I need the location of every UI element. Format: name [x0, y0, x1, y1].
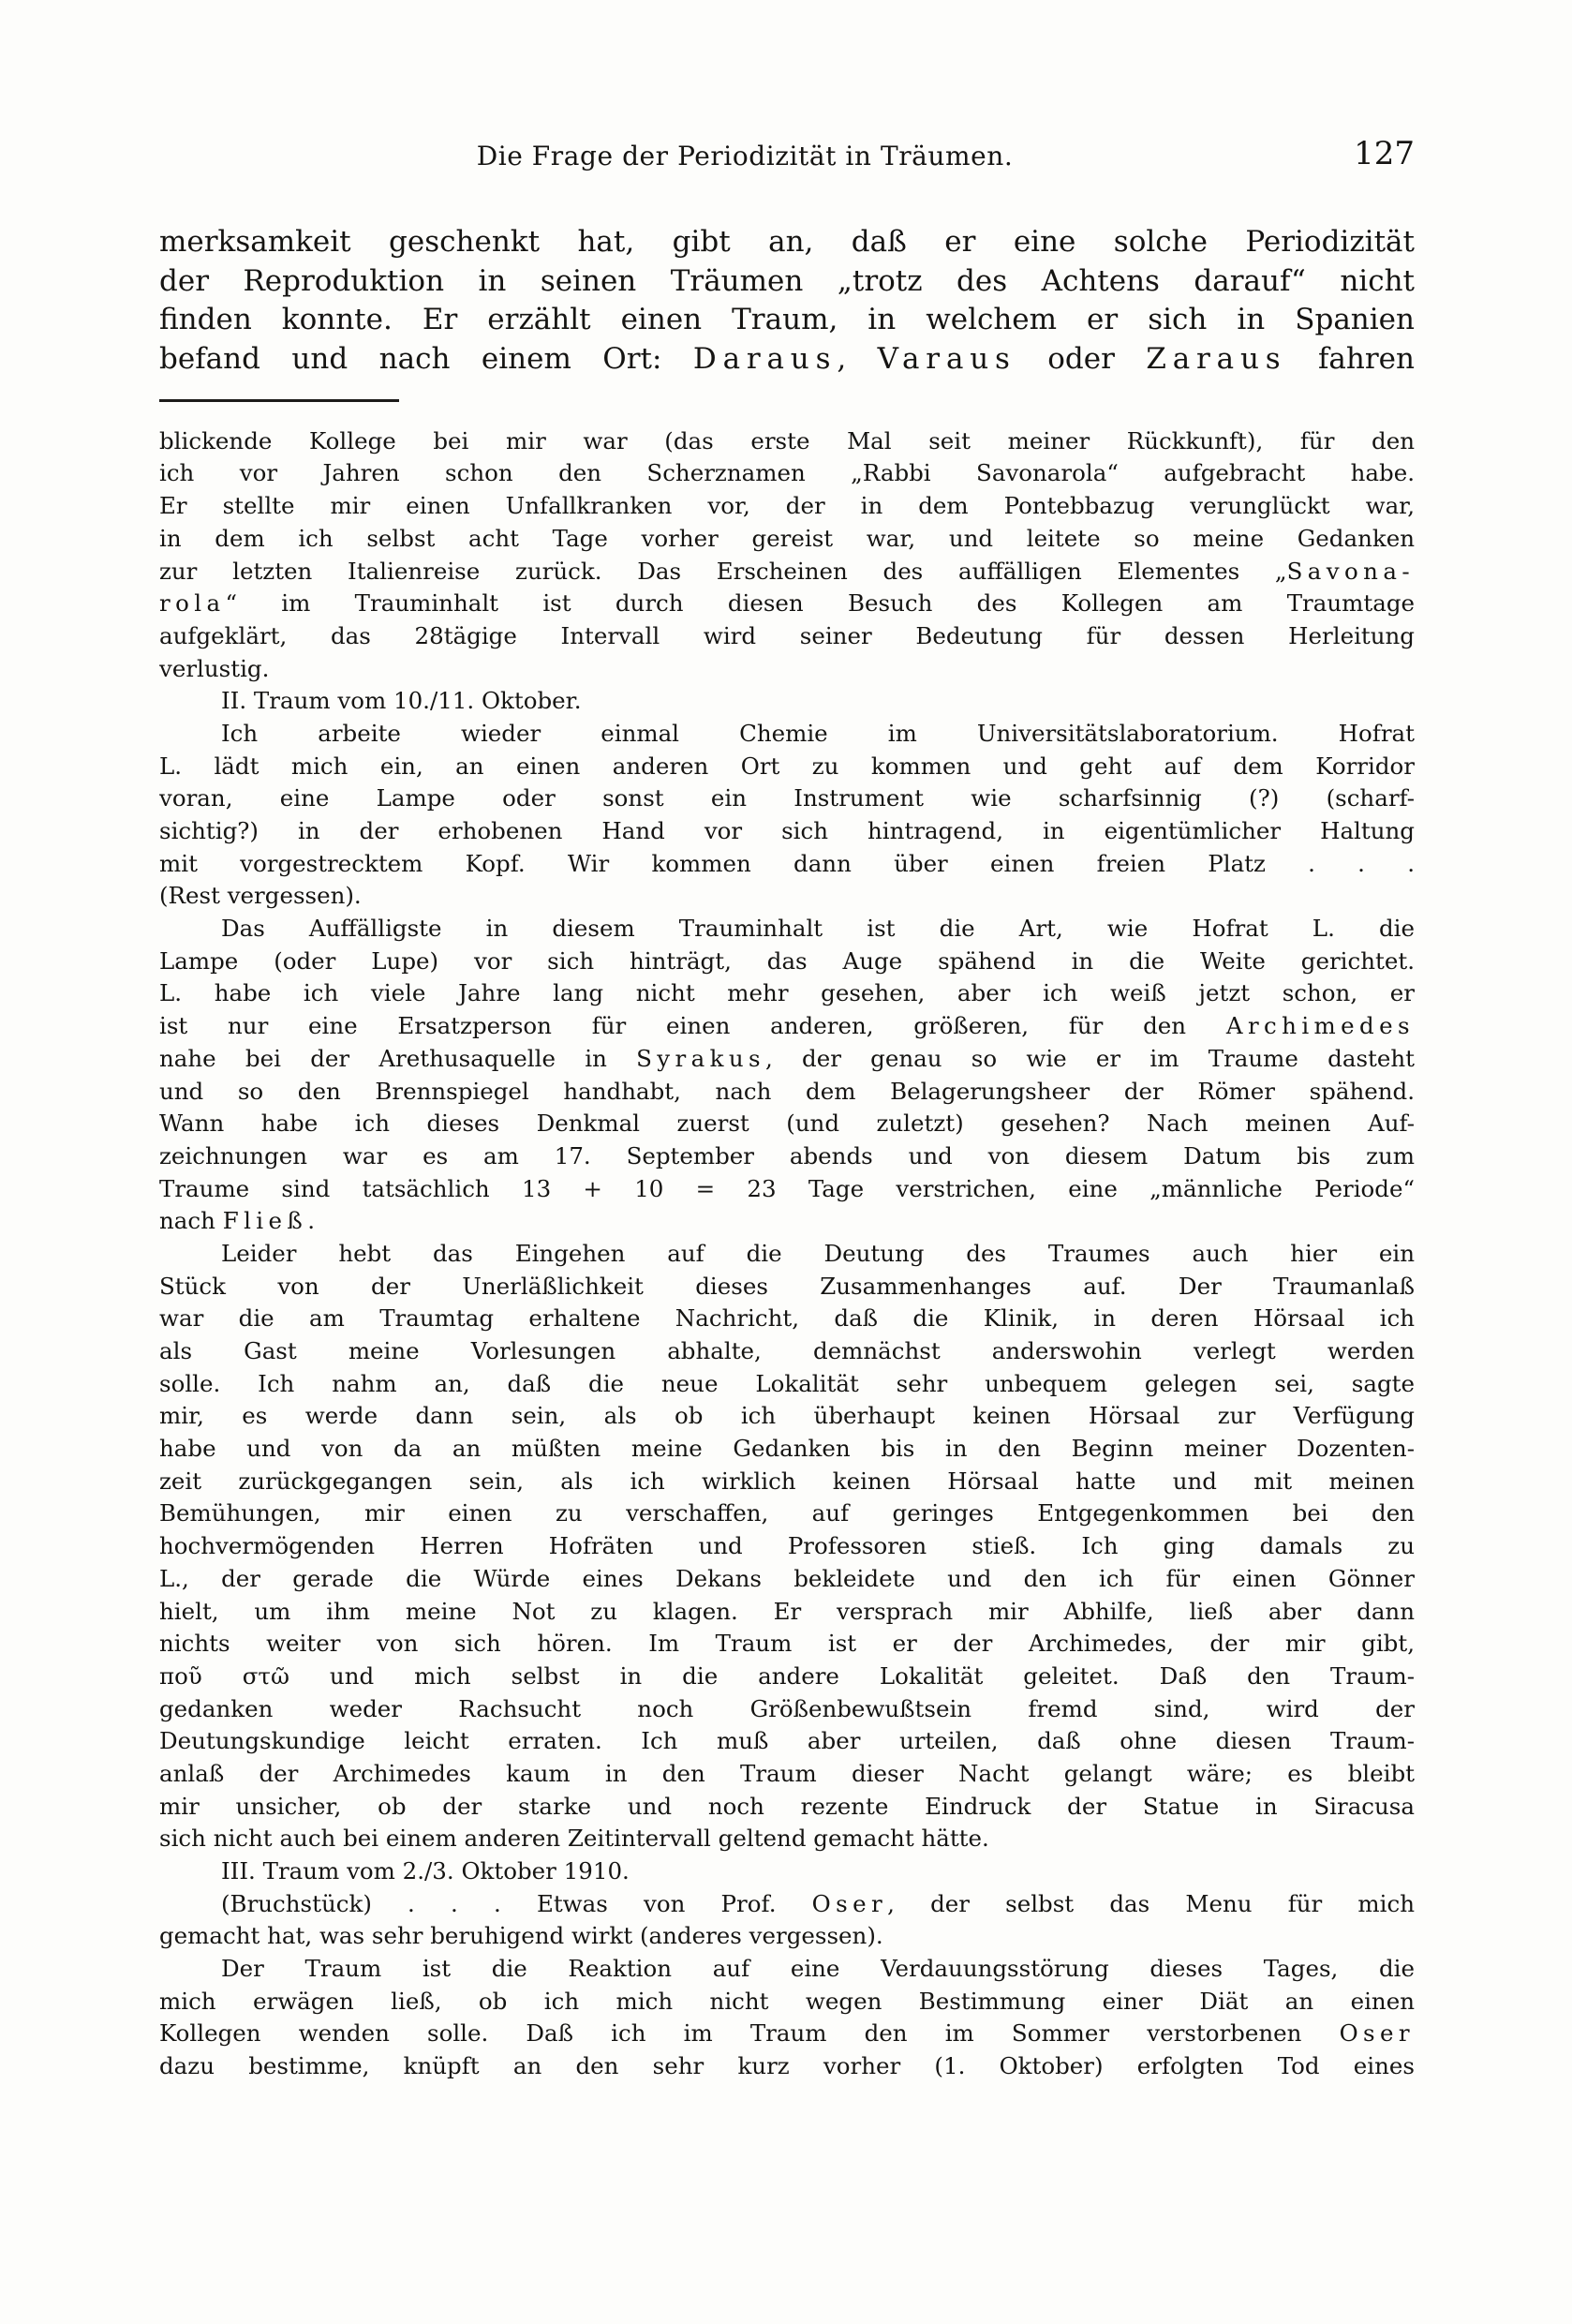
text-segment: sich nicht auch bei einem anderen Zeitintervall geltend gemacht hätte. — [159, 1825, 989, 1853]
text-segment: der Reproduktion in seinen Träumen „trotz des Achtens darauf“ nicht — [159, 263, 1415, 298]
text-line — [159, 1791, 1415, 1824]
text-line — [159, 718, 1415, 751]
page-header — [159, 135, 1415, 184]
text-segment: gedanken weder Rachsucht noch Größenbewußtsein fremd sind, wird der — [159, 1694, 1415, 1722]
text-line — [159, 1596, 1415, 1629]
text-segment: und so den Brennspiegel handhabt, nach dem Belagerungsheer der Römer spähend. — [159, 1077, 1415, 1105]
text-segment: Ich arbeite wieder einmal Chemie im Universitätslaboratorium. Hofrat — [221, 719, 1415, 747]
letterspaced-text: Savona- — [1286, 557, 1415, 585]
text-segment: Er stellte mir einen Unfallkranken vor, der in dem Pontebbazug verunglückt war, — [159, 492, 1415, 520]
text-segment: III. Traum vom 2./3. Oktober 1910. — [221, 1857, 630, 1885]
text-line — [159, 425, 1415, 458]
text-segment: ποῦ στῶ und mich selbst in die andere Lokalität geleitet. Daß den Traum- — [159, 1661, 1415, 1690]
text-line — [159, 1433, 1415, 1466]
text-line — [159, 2050, 1415, 2083]
text-line — [159, 1563, 1415, 1596]
text-segment: . — [307, 1207, 315, 1235]
text-segment: merksamkeit geschenkt hat, gibt an, daß er eine solche Periodizität — [159, 225, 1415, 259]
text-segment: (Rest vergessen). — [159, 882, 362, 910]
text-line — [159, 1205, 1415, 1238]
letterspaced-text: Daraus — [692, 342, 838, 377]
text-segment: dazu bestimme, knüpft an den sehr kurz vorher (1. Oktober) erfolgten Tod eines — [159, 2052, 1415, 2080]
text-line — [159, 848, 1415, 881]
text-line — [159, 751, 1415, 783]
letterspaced-text: Oser — [811, 1889, 888, 1917]
letterspaced-text: Syrakus — [636, 1044, 765, 1072]
letterspaced-text: Archimedes — [1225, 1012, 1415, 1040]
text-line — [159, 1173, 1415, 1206]
text-line — [159, 1823, 1415, 1855]
text-segment: II. Traum vom 10./11. Oktober. — [221, 687, 582, 715]
page-number: 127 — [1354, 135, 1415, 172]
text-segment: “ im Trauminhalt ist durch diesen Besuch des Kollegen am Traumtage — [225, 589, 1415, 618]
text-line — [159, 1368, 1415, 1401]
text-line — [159, 1628, 1415, 1661]
text-segment: Lampe (oder Lupe) vor sich hinträgt, das Auge spähend in die Weite gerichtet. — [159, 946, 1415, 975]
text-segment: voran, eine Lampe oder sonst ein Instrument wie scharfsinnig (?) (scharf- — [159, 784, 1415, 812]
text-segment: zeit zurückgegangen sein, als ich wirklich keinen Hörsaal hatte und mit meinen — [159, 1467, 1415, 1495]
text-segment: L., der gerade die Würde eines Dekans bekleidete und den ich für einen Gönner — [159, 1564, 1415, 1592]
text-segment: ist nur eine Ersatzperson für einen anderen, größeren, für den — [159, 1012, 1226, 1040]
text-line — [159, 1497, 1415, 1530]
text-segment: aufgeklärt, das 28tägige Intervall wird seiner Bedeutung für dessen Herleitung — [159, 621, 1415, 649]
text-segment: habe und von da an müßten meine Gedanken bis in den Beginn meiner Dozenten- — [159, 1435, 1415, 1463]
text-segment: Kollegen wenden solle. Daß ich im Traum den im Sommer verstorbenen — [159, 2019, 1340, 2048]
running-head-title: Die Frage der Periodizität in Träumen. — [476, 141, 1014, 171]
text-line — [159, 490, 1415, 523]
text-segment: ich vor Jahren schon den Scherznamen „Rabbi Savonarola“ aufgebracht habe. — [159, 459, 1415, 487]
text-segment: in dem ich selbst acht Tage vorher gereist war, und leitete so meine Gedanken — [159, 524, 1415, 552]
text-segment: solle. Ich nahm an, daß die neue Lokalität sehr unbequem gelegen sei, sagte — [159, 1369, 1415, 1397]
text-segment: befand und nach einem Ort: — [159, 342, 693, 377]
text-line — [159, 1725, 1415, 1758]
text-segment: nichts weiter von sich hören. Im Traum ist er der Archimedes, der mir gibt, — [159, 1630, 1415, 1658]
text-segment: sichtig?) in der erhobenen Hand vor sich hintragend, in eigentümlicher Haltung — [159, 817, 1415, 844]
text-line — [159, 977, 1415, 1010]
letterspaced-text: Oser — [1339, 2019, 1415, 2048]
text-segment: hochvermögenden Herren Hofräten und Professoren stieß. Ich ging damals zu — [159, 1532, 1415, 1560]
text-line — [159, 1661, 1415, 1693]
text-segment: , der selbst das Menu für mich — [887, 1889, 1415, 1917]
text-segment: Leider hebt das Eingehen auf die Deutung des Traumes auch hier ein — [221, 1239, 1415, 1267]
text-line — [159, 1888, 1415, 1921]
text-line — [159, 1693, 1415, 1726]
text-line — [159, 1238, 1415, 1271]
text-segment: zur letzten Italienreise zurück. Das Erscheinen des auffälligen Elementes „ — [159, 557, 1287, 585]
text-line — [159, 340, 1415, 380]
text-segment: als Gast meine Vorlesungen abhalte, demnächst anderswohin verlegt werden — [159, 1337, 1415, 1364]
text-line — [159, 1076, 1415, 1109]
text-line — [159, 880, 1415, 913]
text-line — [159, 2018, 1415, 2050]
text-line — [159, 1953, 1415, 1986]
text-segment: mir unsicher, ob der starke und noch rezente Eindruck der Statue in Siracusa — [159, 1792, 1415, 1820]
text-line — [159, 1400, 1415, 1433]
text-line — [159, 1140, 1415, 1173]
text-segment: mich erwägen ließ, ob ich mich nicht wegen Bestimmung einer Diät an einen — [159, 1987, 1415, 2015]
letterspaced-text: Fließ — [222, 1207, 308, 1235]
text-segment: nach — [159, 1207, 223, 1235]
text-segment: Deutungskundige leicht erraten. Ich muß aber urteilen, daß ohne diesen Traum- — [159, 1727, 1415, 1755]
text-segment: mit vorgestrecktem Kopf. Wir kommen dann über einen freien Platz . . . — [159, 849, 1415, 877]
text-line — [159, 1108, 1415, 1140]
text-line — [159, 1855, 1415, 1888]
text-segment: finden konnte. Er erzählt einen Traum, in welchem er sich in Spanien — [159, 303, 1415, 337]
text-line — [159, 1530, 1415, 1563]
main-text-block — [159, 223, 1415, 380]
text-line — [159, 1303, 1415, 1335]
letterspaced-text: rola — [159, 589, 226, 618]
text-segment: Traume sind tatsächlich 13 + 10 = 23 Tage verstrichen, eine „männliche Periode“ — [159, 1174, 1415, 1202]
text-segment: L. habe ich viele Jahre lang nicht mehr gesehen, aber ich weiß jetzt schon, er — [159, 979, 1415, 1007]
text-segment: fahren — [1286, 342, 1415, 377]
text-line — [159, 1986, 1415, 2019]
text-line — [159, 262, 1415, 302]
text-segment: , der genau so wie er im Traume dasteht — [764, 1044, 1415, 1072]
text-line — [159, 946, 1415, 978]
text-line — [159, 457, 1415, 490]
text-segment: Stück von der Unerläßlichkeit dieses Zusammenhanges auf. Der Traumanlaß — [159, 1272, 1415, 1300]
text-line — [159, 815, 1415, 848]
text-line — [159, 1466, 1415, 1498]
text-line — [159, 1920, 1415, 1953]
text-segment: zeichnungen war es am 17. September abends und von diesem Datum bis zum — [159, 1141, 1415, 1169]
text-segment: L. lädt mich ein, an einen anderen Ort zu kommen und geht auf dem Korridor — [159, 752, 1415, 780]
letterspaced-text: Zaraus — [1146, 342, 1287, 377]
text-line — [159, 1758, 1415, 1791]
text-segment: Das Auffälligste in diesem Trauminhalt ist die Art, wie Hofrat L. die — [221, 915, 1415, 943]
text-line — [159, 556, 1415, 588]
text-segment: , — [837, 342, 878, 377]
text-segment: mir, es werde dann sein, als ob ich überhaupt keinen Hörsaal zur Verfügung — [159, 1402, 1415, 1430]
text-line — [159, 1335, 1415, 1368]
text-segment: Wann habe ich dieses Denkmal zuerst (und zuletzt) gesehen? Nach meinen Auf- — [159, 1110, 1415, 1138]
text-line — [159, 620, 1415, 653]
text-segment: blickende Kollege bei mir war (das erste Mal seit meiner Rückkunft), für den — [159, 426, 1415, 454]
text-line — [159, 653, 1415, 686]
text-line — [159, 223, 1415, 262]
text-line — [159, 685, 1415, 718]
text-segment: Der Traum ist die Reaktion auf eine Verdauungsstörung dieses Tages, die — [221, 1955, 1415, 1983]
text-segment: anlaß der Archimedes kaum in den Traum dieser Nacht gelangt wäre; es bleibt — [159, 1759, 1415, 1787]
text-line — [159, 1010, 1415, 1043]
letterspaced-text: Varaus — [877, 342, 1016, 377]
text-segment: oder — [1016, 342, 1147, 377]
text-line — [159, 913, 1415, 946]
text-segment: verlustig. — [159, 654, 270, 682]
footnote-separator-rule — [159, 399, 399, 402]
footnote-text-block — [159, 425, 1415, 2083]
text-segment: (Bruchstück) . . . Etwas von Prof. — [221, 1889, 812, 1917]
text-line — [159, 588, 1415, 620]
text-segment: hielt, um ihm meine Not zu klagen. Er versprach mir Abhilfe, ließ aber dann — [159, 1597, 1415, 1625]
text-line — [159, 782, 1415, 815]
text-segment: nahe bei der Arethusaquelle in — [159, 1044, 637, 1072]
text-segment: Bemühungen, mir einen zu verschaffen, auf geringes Entgegenkommen bei den — [159, 1499, 1415, 1527]
text-line — [159, 1271, 1415, 1304]
text-line — [159, 523, 1415, 556]
text-line — [159, 1043, 1415, 1076]
text-line — [159, 301, 1415, 340]
text-segment: gemacht hat, was sehr beruhigend wirkt (anderes vergessen). — [159, 1922, 883, 1950]
text-segment: war die am Traumtag erhaltene Nachricht, daß die Klinik, in deren Hörsaal ich — [159, 1304, 1415, 1333]
